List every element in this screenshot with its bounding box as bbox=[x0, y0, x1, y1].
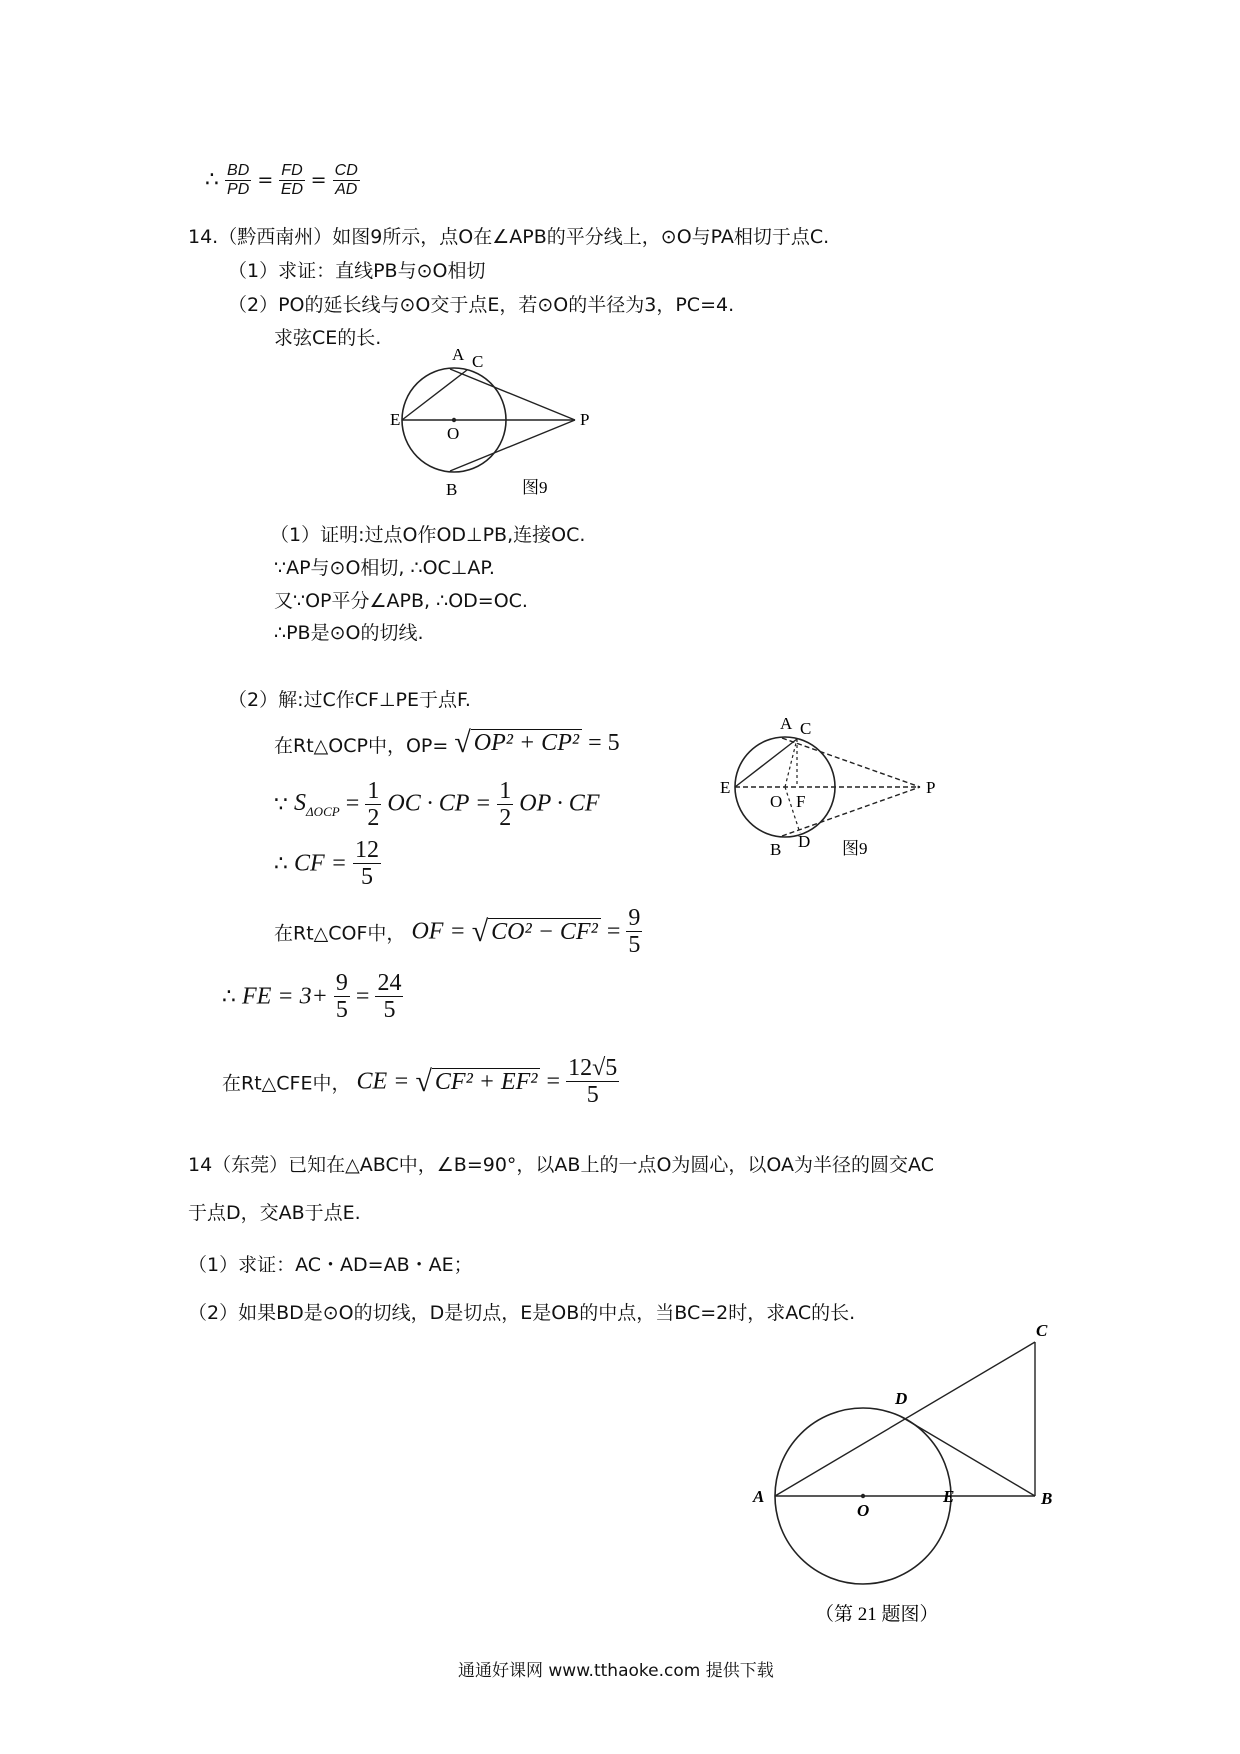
line-bd bbox=[900, 1416, 1035, 1496]
label-c: C bbox=[1036, 1321, 1048, 1340]
label-a: A bbox=[780, 715, 793, 733]
frac-den: AD bbox=[335, 180, 358, 198]
area-symbol bbox=[294, 790, 340, 820]
proof-line-3: 又∵OP平分∠APB, ∴OD=OC. bbox=[274, 590, 528, 612]
frac-den: 5 bbox=[360, 864, 373, 891]
radicand: CO² − CF² bbox=[488, 918, 601, 945]
tangent-pa bbox=[450, 369, 575, 420]
frac-den: 2 bbox=[499, 805, 512, 832]
fraction-bd-pd bbox=[225, 162, 251, 198]
because-symbol: ∵ bbox=[274, 792, 288, 818]
fraction-12-5 bbox=[353, 837, 381, 891]
center-dot bbox=[452, 418, 456, 422]
fraction-fd-ed bbox=[279, 162, 304, 198]
problem1-q2: （2）PO的延长线与⊙O交于点E，若⊙O的半径为3，PC=4. bbox=[228, 294, 735, 316]
label-c: C bbox=[472, 352, 484, 371]
label-a: A bbox=[753, 1487, 765, 1506]
label-d: D bbox=[798, 832, 811, 851]
problem1-q1: （1）求证：直线PB与⊙O相切 bbox=[228, 260, 486, 282]
page-footer: 通通好课网 www.tthaoke.com 提供下载 bbox=[458, 1661, 774, 1681]
label-e: E bbox=[943, 1487, 955, 1506]
label-a: A bbox=[452, 345, 465, 364]
label-o: O bbox=[447, 424, 460, 443]
label-b: B bbox=[1041, 1489, 1053, 1508]
eq-sign: = bbox=[606, 918, 621, 945]
frac-den: 5 bbox=[628, 932, 641, 959]
label-b: B bbox=[770, 840, 782, 859]
equals-sign: = bbox=[310, 169, 327, 192]
proof-line-4: ∴PB是⊙O的切线. bbox=[274, 622, 424, 644]
label-b: B bbox=[446, 480, 458, 499]
solution-line-7 bbox=[222, 1055, 619, 1109]
frac-num: 12√5 bbox=[568, 1055, 618, 1081]
solution-line-3 bbox=[274, 778, 599, 832]
sqrt-cf-ef bbox=[415, 1065, 540, 1099]
therefore-symbol: ∴ bbox=[205, 167, 219, 193]
tangent-pa bbox=[782, 738, 920, 787]
sqrt-op-cp bbox=[454, 726, 582, 760]
label-e: E bbox=[390, 410, 401, 429]
eq-sign: = bbox=[546, 1068, 561, 1095]
label-o: O bbox=[770, 792, 783, 811]
fraction-9-5 bbox=[334, 970, 350, 1024]
figure-caption: 图9 bbox=[842, 839, 868, 858]
frac-den: 5 bbox=[586, 1082, 599, 1109]
radical-sign: √ bbox=[415, 1064, 432, 1098]
problem1-q2b: 求弦CE的长. bbox=[274, 327, 382, 349]
frac-den: PD bbox=[227, 180, 250, 198]
radical-sign: √ bbox=[454, 726, 471, 759]
problem1-title: 14.（黔西南州）如图9所示，点O在∠APB的平分线上，⊙O与PA相切于点C. bbox=[188, 226, 830, 248]
equals-sign: = bbox=[257, 169, 274, 192]
label-c: C bbox=[800, 719, 812, 738]
radicand: OP² + CP² bbox=[471, 729, 582, 756]
sol-l3-a: OC · CP = bbox=[387, 790, 492, 817]
problem2-title-2: 于点D，交AB于点E. bbox=[188, 1202, 361, 1224]
therefore-symbol: ∴ bbox=[222, 984, 236, 1010]
sol-l7-text: 在Rt△CFE中， bbox=[222, 1072, 351, 1095]
frac-num: 12 bbox=[354, 837, 379, 863]
header-formula bbox=[205, 162, 360, 198]
frac-num: FD bbox=[281, 162, 303, 179]
sol-l3-b: OP · CF bbox=[519, 790, 600, 817]
proof-line-2: ∵AP与⊙O相切, ∴OC⊥AP. bbox=[274, 557, 495, 579]
fraction-9-5 bbox=[626, 905, 642, 959]
problem2-q2: （2）如果BD是⊙O的切线，D是切点，E是OB的中点，当BC=2时，求AC的长. bbox=[188, 1302, 856, 1324]
figure-9-solution bbox=[720, 715, 950, 870]
radicand: CF² + EF² bbox=[432, 1068, 541, 1095]
sol-l2-result: = 5 bbox=[588, 730, 620, 756]
solution-line-6 bbox=[222, 970, 403, 1024]
frac-den: 5 bbox=[383, 997, 396, 1024]
proof-line-1: （1）证明:过点O作OD⊥PB,连接OC. bbox=[270, 524, 586, 546]
fraction-half bbox=[497, 778, 513, 832]
problem2-title: 14（东莞）已知在△ABC中，∠B=90°，以AB上的一点O为圆心，以OA为半径的圆交AC bbox=[188, 1154, 934, 1176]
tangent-pb bbox=[450, 420, 575, 471]
frac-num: BD bbox=[227, 162, 250, 179]
figure-caption: （第 21 题图） bbox=[815, 1604, 939, 1625]
frac-num: 1 bbox=[367, 778, 380, 804]
frac-num: 9 bbox=[628, 905, 641, 931]
label-o: O bbox=[857, 1501, 870, 1520]
label-e: E bbox=[720, 778, 731, 797]
sol-l5-lhs: OF = bbox=[411, 918, 466, 945]
figure-21 bbox=[745, 1308, 1075, 1633]
solution-line-5 bbox=[274, 905, 642, 959]
solution-line-2 bbox=[274, 726, 620, 760]
fraction-24-5 bbox=[375, 970, 403, 1024]
solution-line-1: （2）解:过C作CF⊥PE于点F. bbox=[228, 689, 471, 711]
fraction-12root5-5 bbox=[566, 1055, 619, 1109]
area-s: S bbox=[294, 790, 307, 817]
frac-num: 1 bbox=[499, 778, 512, 804]
center-dot bbox=[861, 1494, 865, 1498]
problem2-q1: （1）求证：AC・AD=AB・AE； bbox=[188, 1254, 473, 1276]
chord-ec bbox=[735, 739, 797, 787]
eq-sign: = bbox=[355, 983, 370, 1010]
sol-l4-lhs: CF = bbox=[294, 850, 347, 877]
sol-l6-lhs: FE = 3+ bbox=[242, 983, 328, 1010]
fraction-cd-ad bbox=[333, 162, 360, 198]
therefore-symbol: ∴ bbox=[274, 851, 288, 877]
figure-9-top bbox=[390, 345, 610, 505]
label-d: D bbox=[895, 1389, 908, 1408]
figure-caption: 图9 bbox=[522, 478, 548, 497]
solution-line-4 bbox=[274, 837, 381, 891]
sol-l2-text: 在Rt△OCP中，OP= bbox=[274, 735, 449, 757]
frac-num: CD bbox=[334, 162, 358, 179]
label-p: P bbox=[580, 410, 590, 429]
sol-l7-lhs: CE = bbox=[356, 1068, 410, 1095]
frac-den: 5 bbox=[335, 997, 348, 1024]
fraction-half bbox=[365, 778, 381, 832]
sqrt-co-cf bbox=[472, 915, 601, 949]
frac-den: 2 bbox=[367, 805, 380, 832]
label-p: P bbox=[926, 778, 936, 797]
chord-ec bbox=[402, 370, 467, 420]
area-sub: ΔOCP bbox=[306, 804, 340, 820]
frac-den: ED bbox=[280, 180, 304, 198]
eq-sign: = bbox=[345, 790, 360, 817]
label-f: F bbox=[796, 792, 806, 811]
radical-sign: √ bbox=[471, 914, 489, 948]
frac-num: 24 bbox=[377, 970, 402, 996]
sol-l5-text: 在Rt△COF中， bbox=[274, 922, 406, 945]
frac-num: 9 bbox=[335, 970, 348, 996]
